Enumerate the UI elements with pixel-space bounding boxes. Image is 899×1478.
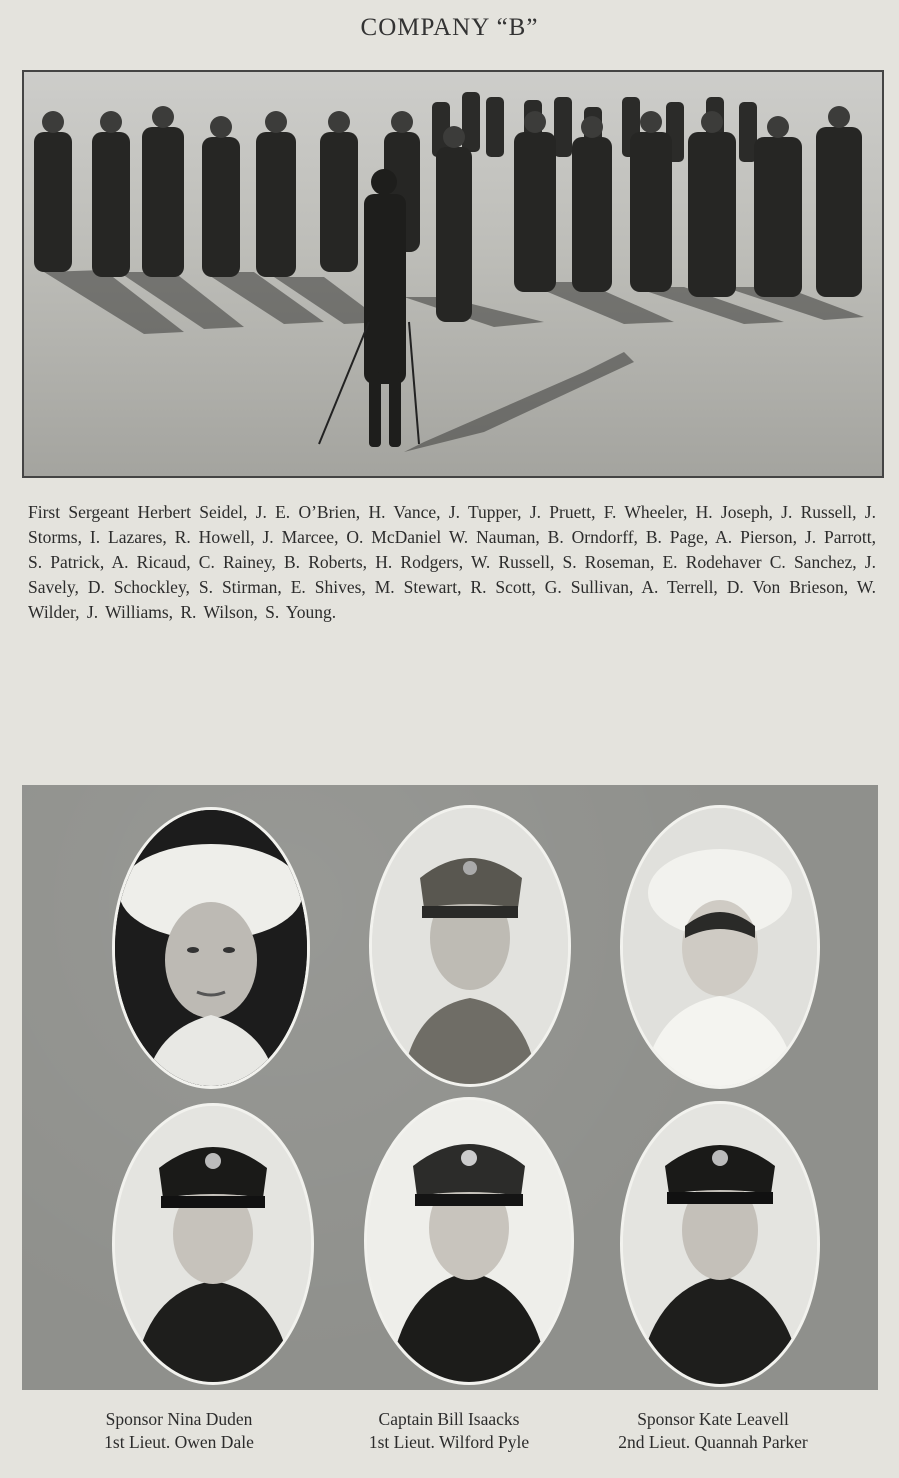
portrait-lieut-owen-dale [112, 1103, 314, 1385]
portrait-officer-cap-icon [367, 1100, 571, 1382]
portrait-officer-cap-icon [623, 1104, 817, 1384]
portrait-sponsor-kate-leavell [620, 805, 820, 1089]
portrait-name-left [64, 1408, 294, 1454]
portrait-name-line2: 2nd Lieut. Quannah Parker [618, 1432, 808, 1452]
group-photo-soldiers-icon [24, 72, 882, 476]
page-title: COMPANY “B” [360, 14, 539, 41]
portrait-panel [22, 785, 878, 1390]
portrait-name-line1: Captain Bill Isaacks [378, 1409, 520, 1429]
portrait-name-line2: 1st Lieut. Owen Dale [104, 1432, 254, 1452]
portrait-name-center [334, 1408, 564, 1454]
portrait-name-line1: Sponsor Kate Leavell [637, 1409, 789, 1429]
portrait-sponsor-nina-duden [112, 807, 310, 1089]
portrait-name-line1: Sponsor Nina Duden [105, 1409, 253, 1429]
portrait-officer-cap-icon [372, 808, 568, 1084]
portrait-name-right [588, 1408, 838, 1454]
portrait-name-line2: 1st Lieut. Wilford Pyle [368, 1432, 530, 1452]
portrait-officer-cap-icon [115, 1106, 311, 1382]
portrait-woman-hat-icon [115, 810, 307, 1086]
roster-caption: First Sergeant Herbert Seidel, J. E. O’Brien, H. Vance, J. Tupper, J. Pruett, F. Wheeler, H. Joseph, J. Russell, J. Storms, I. Lazares, R. Howell, J. Marcee, O. McDaniel W. Nauman, B. Orndorff, B. Page, A. Pierson, J. Parrott, S. Patrick, A. Ricaud, C. Rainey, B. Roberts, H. Rodgers, W. Russell, S. Roseman, E. Rodehaver C. Sanchez, J. Savely, D. Schockley, S. Stirman, E. Shives, M. Stewart, R. Scott, G. Sullivan, A. Terrell, D. Von Brieson, W. Wilder, J. Williams, R. Wilson, S. Young. [28, 502, 876, 622]
portrait-lieut-quannah-parker [620, 1101, 820, 1387]
portrait-lieut-wilford-pyle [364, 1097, 574, 1385]
portrait-captain-bill-isaacks [369, 805, 571, 1087]
portrait-woman-hat-icon [623, 808, 817, 1086]
group-photo [22, 70, 884, 478]
